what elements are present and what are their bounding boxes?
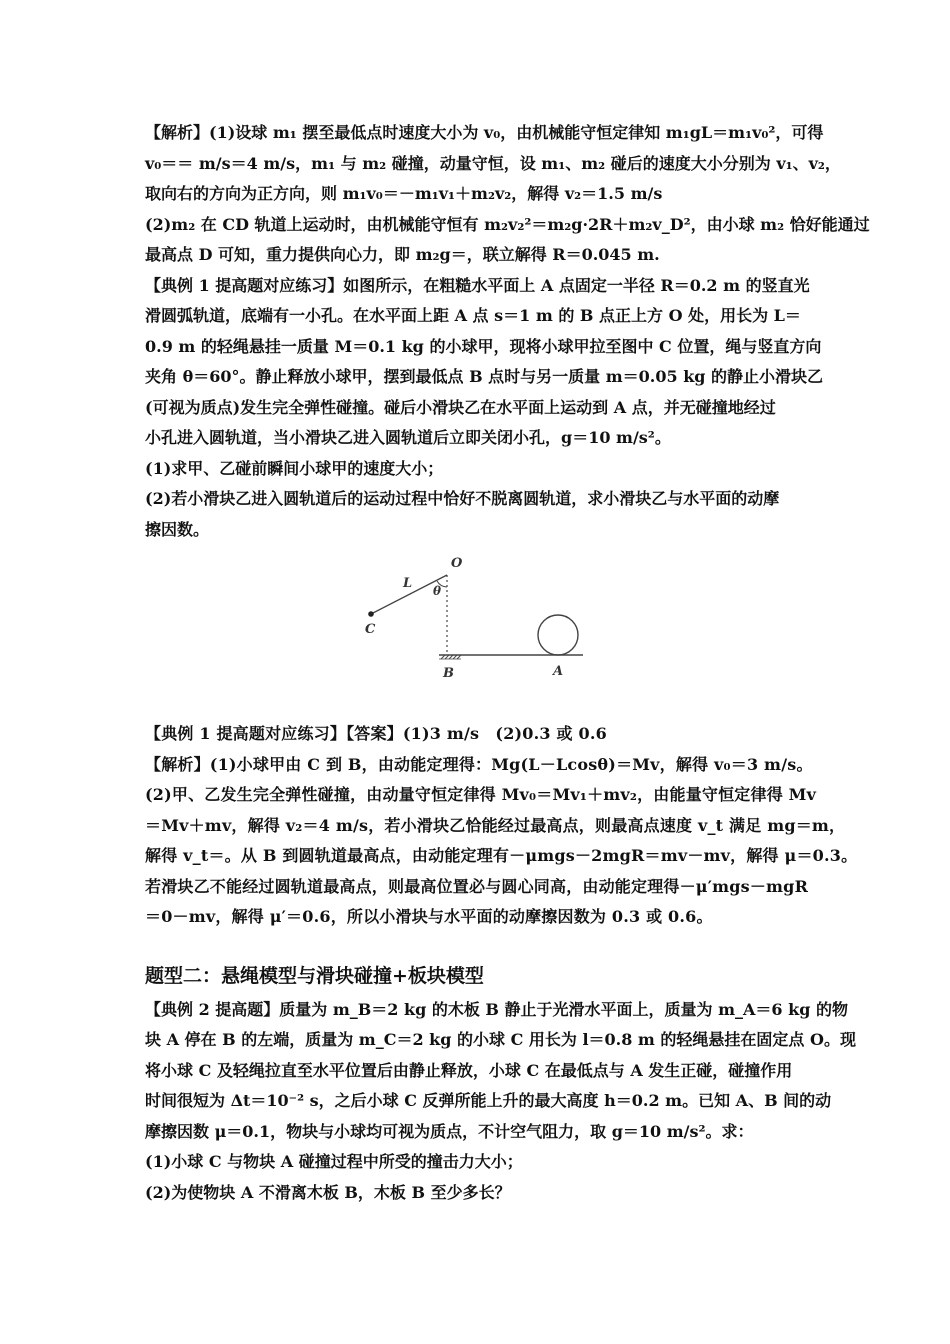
text-line: 将小球 C 及轻绳拉直至水平位置后由静止释放，小球 C 在最低点与 A 发生正碰，碰撞作用: [145, 1060, 793, 1080]
text-line: 擦因数。: [145, 519, 210, 539]
text-line: ＝Mv＋mv，解得 v₂＝4 m/s，若小滑块乙恰能经过最高点，则最高点速度 v_t 满足 mg＝m，: [145, 815, 846, 835]
text-line: 小孔进入圆轨道，当小滑块乙进入圆轨道后立即关闭小孔，g＝10 m/s²。: [145, 428, 671, 447]
label-c: C: [365, 622, 376, 637]
text-line: (2)为使物块 A 不滑离木板 B，木板 B 至少多长？: [145, 1182, 511, 1202]
text-line: 取向右的方向为正方向，则 m₁v₀＝－m₁v₁＋m₂v₂，解得 v₂＝1.5 m/s: [145, 184, 663, 203]
text-line: 块 A 停在 B 的左端，质量为 m_C＝2 kg 的小球 C 用长为 l＝0.8 m 的轻绳悬挂在固定点 O。现: [145, 1030, 856, 1049]
circular-track: [538, 615, 578, 655]
document-page: [145, 118, 870, 1208]
text-line: v₀＝＝ m/s＝4 m/s，m₁ 与 m₂ 碰撞，动量守恒，设 m₁、m₂ 碰后的速度大小分别为 v₁、v₂，: [145, 153, 841, 173]
text-line: (1)求甲、乙碰前瞬间小球甲的速度大小；: [145, 458, 444, 478]
text-line: 若滑块乙不能经过圆轨道最高点，则最高位置必与圆心同高，由动能定理得－μ′mgs－mgR: [145, 876, 809, 896]
solution-block-1: [145, 118, 870, 271]
label-theta: θ: [433, 584, 442, 598]
text-line: 【解析】(1)小球甲由 C 到 B，由动能定理得：Mg(L－Lcosθ)＝Mv，解得 v₀＝3 m/s。: [145, 754, 813, 774]
text-line: (2)若小滑块乙进入圆轨道后的运动过程中恰好不脱离圆轨道，求小滑块乙与水平面的动摩: [145, 489, 780, 508]
text-line: 0.9 m 的轻绳悬挂一质量 M＝0.1 kg 的小球甲，现将小球甲拉至图中 C 位置，绳与竖直方向: [145, 336, 822, 356]
text-line: 最高点 D 可知，重力提供向心力，即 m₂g＝，联立解得 R＝0.045 m.: [145, 245, 660, 264]
text-line: 时间很短为 Δt＝10⁻² s，之后小球 C 反弹所能上升的最大高度 h＝0.2 m。已知 A、B 间的动: [145, 1091, 832, 1110]
text-line: 解得 v_t＝。从 B 到圆轨道最高点，由动能定理有－μmgs－2mgR＝mv－mv，解得 μ＝0.3。: [145, 846, 858, 865]
text-line: (2)m₂ 在 CD 轨道上运动时，由机械能守恒有 m₂v₂²＝m₂g·2R＋m₂v_D²，由小球 m₂ 恰好能通过: [145, 214, 870, 234]
text-line: 【典例 2 提高题】质量为 m_B＝2 kg 的木板 B 静止于光滑水平面上，质量为 m_A＝6 kg 的物: [145, 999, 848, 1019]
ball-c: [368, 611, 374, 617]
text-line: 夹角 θ＝60°。静止释放小球甲，摆到最低点 B 点时与另一质量 m＝0.05 kg 的静止小滑块乙: [145, 367, 824, 386]
label-o: O: [451, 556, 463, 571]
pendulum-diagram: [355, 553, 605, 713]
text-line: 【典例 1 提高题对应练习】如图所示，在粗糙水平面上 A 点固定一半径 R＝0.2 m 的竖直光: [145, 275, 810, 295]
text-line: 【解析】(1)设球 m₁ 摆至最低点时速度大小为 v₀，由机械能守恒定律知 m₁gL＝m₁v₀²，可得: [145, 123, 824, 142]
section-title: 题型二：悬绳模型与滑块碰撞+板块模型: [145, 964, 484, 987]
text-line: 【典例 1 提高题对应练习】【答案】(1)3 m/s (2)0.3 或 0.6: [145, 724, 607, 743]
problem-block-2: [145, 995, 856, 1209]
text-line: ＝0－mv，解得 μ′＝0.6，所以小滑块与水平面的动摩擦因数为 0.3 或 0.6。: [145, 907, 713, 926]
label-l: L: [403, 576, 413, 591]
text-line: (2)甲、乙发生完全弹性碰撞，由动量守恒定律得 Mv₀＝Mv₁＋mv₂，由能量守恒定律得 Mv: [145, 785, 817, 804]
text-line: (可视为质点)发生完全弹性碰撞。碰后小滑块乙在水平面上运动到 A 点，并无碰撞地经过: [145, 397, 776, 417]
text-line: 滑圆弧轨道，底端有一小孔。在水平面上距 A 点 s＝1 m 的 B 点正上方 O 处，用长为 L＝: [145, 306, 801, 325]
problem-block-1: [145, 271, 824, 546]
label-b: B: [443, 666, 454, 681]
pendulum-figure: [145, 549, 810, 719]
text-line: (1)小球 C 与物块 A 碰撞过程中所受的撞击力大小；: [145, 1152, 523, 1171]
answer-block-1: [145, 719, 858, 933]
label-a: A: [553, 664, 564, 679]
text-line: 摩擦因数 μ＝0.1，物块与小球均可视为质点，不计空气阻力，取 g＝10 m/s²。求：: [145, 1121, 754, 1141]
